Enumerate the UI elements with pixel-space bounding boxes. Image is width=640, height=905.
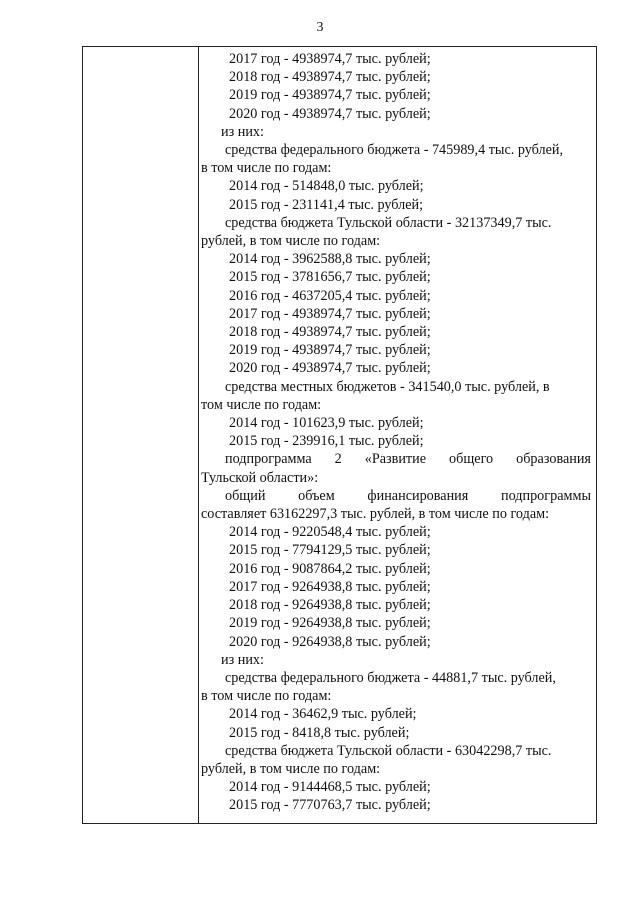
text-line: 2015 год - 231141,4 тыс. рублей; (229, 196, 424, 213)
text-line: в том числе по годам: (201, 688, 332, 705)
page-number: 3 (316, 20, 324, 35)
text-word: образования (516, 451, 591, 468)
text-line: 2015 год - 7794129,5 тыс. рублей; (229, 542, 431, 559)
text-line (201, 450, 591, 468)
text-word: «Развитие (364, 451, 427, 468)
text-line: 2015 год - 7770763,7 тыс. рублей; (229, 797, 431, 814)
text-line: 2018 год - 9264938,8 тыс. рублей; (229, 597, 431, 614)
text-line: в том числе по годам: (201, 160, 332, 177)
text-word: общего (449, 451, 494, 468)
text-line: средства федерального бюджета - 44881,7 тыс. рублей, (225, 669, 556, 686)
text-line: 2015 год - 239916,1 тыс. рублей; (229, 433, 424, 450)
table-frame (82, 46, 597, 824)
text-word: подпрограммы (501, 487, 591, 504)
text-line: 2014 год - 36462,9 тыс. рублей; (229, 706, 417, 723)
text-word: объем (298, 487, 335, 504)
text-line: средства бюджета Тульской области - 32137349,7 тыс. (225, 214, 552, 231)
text-line: составляет 63162297,3 тыс. рублей, в том числе по годам: (201, 506, 550, 523)
text-line (201, 487, 591, 505)
text-line: 2019 год - 4938974,7 тыс. рублей; (229, 342, 431, 359)
text-line: 2018 год - 4938974,7 тыс. рублей; (229, 69, 431, 86)
text-line: 2020 год - 4938974,7 тыс. рублей; (229, 105, 431, 122)
text-line: 2015 год - 3781656,7 тыс. рублей; (229, 269, 431, 286)
text-line: 2020 год - 9264938,8 тыс. рублей; (229, 633, 431, 650)
text-line: 2015 год - 8418,8 тыс. рублей; (229, 724, 410, 741)
text-line: 2014 год - 9144468,5 тыс. рублей; (229, 779, 431, 796)
text-line: из них: (221, 651, 264, 668)
text-line: 2017 год - 4938974,7 тыс. рублей; (229, 305, 431, 322)
text-line: 2014 год - 101623,9 тыс. рублей; (229, 415, 424, 432)
text-line: 2019 год - 9264938,8 тыс. рублей; (229, 615, 431, 632)
text-line: из них: (221, 123, 264, 140)
text-line: средства федерального бюджета - 745989,4 тыс. рублей, (225, 142, 564, 159)
table-right-column (201, 50, 591, 815)
text-line: 2014 год - 9220548,4 тыс. рублей; (229, 524, 431, 541)
text-line: 2014 год - 514848,0 тыс. рублей; (229, 178, 424, 195)
text-word: подпрограмма (225, 451, 312, 468)
text-line: 2016 год - 4637205,4 тыс. рублей; (229, 287, 431, 304)
text-line: Тульской области»: (201, 469, 319, 486)
text-line: 2017 год - 4938974,7 тыс. рублей; (229, 51, 431, 67)
text-word: 2 (334, 451, 342, 468)
text-line: 2018 год - 4938974,7 тыс. рублей; (229, 324, 431, 341)
text-line: 2020 год - 4938974,7 тыс. рублей; (229, 360, 431, 377)
table-left-column (83, 47, 199, 823)
text-line: рублей, в том числе по годам: (201, 760, 381, 777)
text-word: финансирования (367, 487, 469, 504)
text-word: общий (225, 487, 266, 504)
text-line: 2016 год - 9087864,2 тыс. рублей; (229, 560, 431, 577)
text-line: средства бюджета Тульской области - 63042298,7 тыс. (225, 742, 552, 759)
text-line: том числе по годам: (201, 396, 322, 413)
text-line: 2014 год - 3962588,8 тыс. рублей; (229, 251, 431, 268)
text-line: 2019 год - 4938974,7 тыс. рублей; (229, 87, 431, 104)
text-line: 2017 год - 9264938,8 тыс. рублей; (229, 578, 431, 595)
text-line: средства местных бюджетов - 341540,0 тыс. рублей, в (225, 378, 550, 395)
text-line: рублей, в том числе по годам: (201, 233, 381, 250)
